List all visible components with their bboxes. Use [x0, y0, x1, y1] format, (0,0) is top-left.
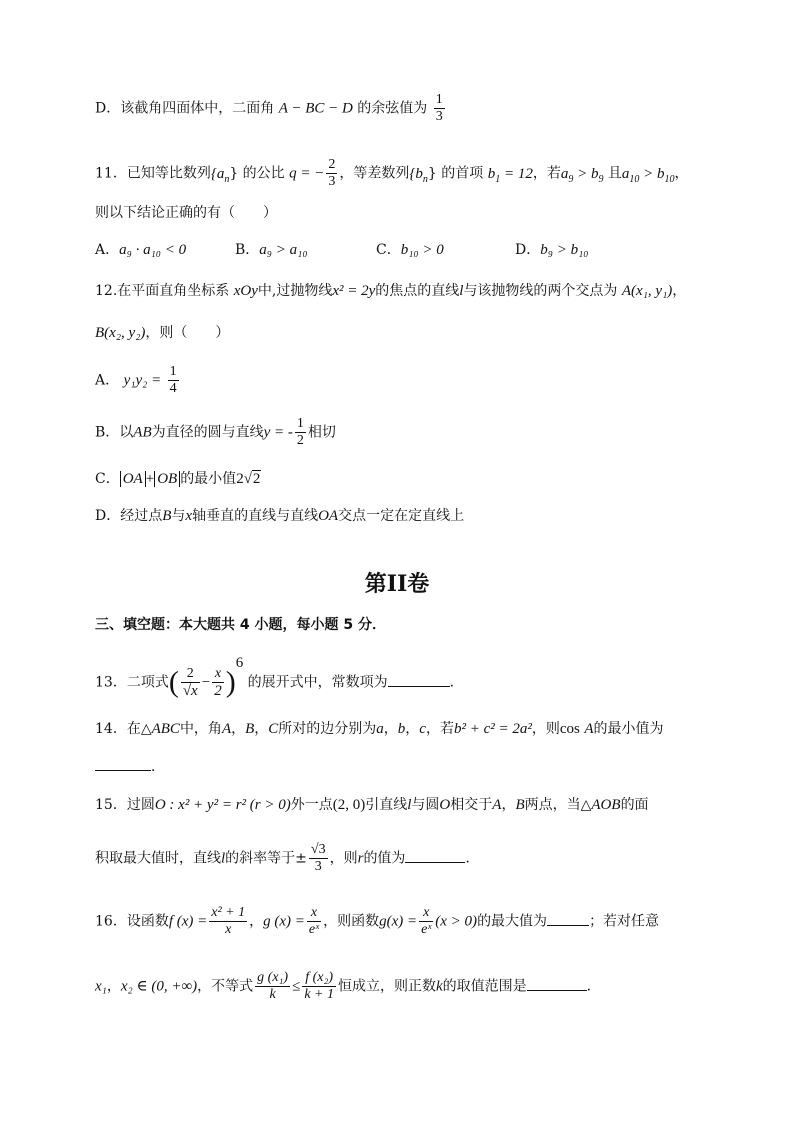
q16-ineq-frac1	[255, 970, 290, 1003]
q15-aob: AOB	[591, 797, 621, 813]
q16-ineq-num1: g (x₁)	[257, 970, 289, 985]
q11-cond2-sub2: 10	[664, 173, 675, 185]
q11-seq-a-main: {a	[210, 165, 225, 182]
q12-opt-a-expr: y₁y₂ =	[123, 372, 162, 389]
q14-sep3: ，	[383, 721, 398, 737]
q13-frac2	[212, 666, 224, 699]
q12-opt-c-ob: OB	[154, 471, 180, 487]
q15-line-l: l	[407, 797, 412, 813]
q16-k: k	[435, 978, 443, 995]
q14-side-c: c	[419, 721, 426, 737]
q13-num2: x	[212, 666, 224, 683]
q13-paren-open: (	[168, 665, 179, 699]
q11-text-g: ，	[674, 165, 689, 182]
q15-point: (2, 0)	[332, 797, 366, 813]
q15-line1	[95, 795, 649, 815]
q11-q-frac	[326, 157, 337, 190]
q12-opt-d-b-pt: B	[162, 508, 172, 524]
q12-opt-d-a: D．经过点	[95, 508, 163, 524]
q11-opt-c-value: b₁₀ > 0	[400, 242, 444, 258]
q16-answer-blank-1[interactable]	[547, 911, 589, 926]
q13-num1: 2	[181, 666, 200, 683]
q10-option-d	[95, 92, 447, 125]
q16-x1: x₁	[95, 978, 107, 995]
q14-sep2: ，	[254, 721, 269, 737]
q16-end: ．	[586, 978, 601, 995]
q14-angle-c: C	[268, 721, 279, 737]
q11-opt-a-value: a₉ · a₁₀ < 0	[119, 242, 187, 258]
q12-opt-d-b: 与	[171, 508, 186, 524]
q12-text-e: ，	[672, 283, 687, 299]
q16-line2	[95, 970, 601, 1003]
q12-line1	[95, 281, 686, 301]
q14-sep4: ，	[405, 721, 420, 737]
q12-opt-b-c: 相切	[307, 424, 336, 441]
q12-text-c: 的焦点的直线	[375, 283, 460, 299]
q15-text-g: 的面	[620, 797, 649, 813]
q16-f-frac	[209, 905, 247, 938]
q16-text-d: ；若对任意	[589, 913, 660, 930]
q15-text-b: 外一点	[290, 797, 333, 813]
q15-text-a: 15．过圆	[95, 797, 155, 813]
q15-text-k: 的值为	[363, 850, 406, 867]
q14-cos: cos	[559, 721, 580, 737]
q10d-mid: 的余弦值为	[357, 100, 428, 117]
q14-sep1: ，	[231, 721, 246, 737]
q11-opt-b-value: a₉ > a₁₀	[259, 242, 308, 258]
q11-q-num: 2	[328, 157, 336, 172]
q15-text-i: 的斜率等于±	[225, 850, 307, 867]
q11-b1-main: b	[487, 165, 496, 182]
q13-minus: −	[201, 674, 211, 691]
q16-text-b: ，则函数	[323, 913, 380, 930]
q15-end: ．	[465, 850, 480, 867]
q14-answer-blank[interactable]	[95, 756, 151, 771]
q12-opt-b-frac	[295, 416, 306, 449]
q16-leq: ≤	[292, 978, 301, 995]
q12-text-f: ，则（ ）	[145, 325, 230, 341]
q12-opt-b-den: 2	[296, 433, 304, 448]
q15-line-l2: l	[221, 850, 226, 867]
q11-cond1-sub: 9	[568, 173, 574, 185]
q13-line	[95, 654, 464, 699]
q10d-angle: A − BC − D	[278, 100, 353, 117]
q15-num: √3	[310, 842, 326, 857]
q14-text-f: 的最小值为	[593, 721, 664, 737]
q11-b1-val: = 12	[500, 165, 533, 182]
q12-opt-c-plus: +	[145, 471, 155, 487]
q16-ineq-den2: k + 1	[304, 987, 334, 1002]
q11-text-b: } 的公比	[229, 165, 285, 182]
q11-b1	[487, 165, 533, 185]
q16-sep2: ，	[106, 978, 121, 995]
q11-option-c	[376, 240, 444, 260]
q12-opt-a-den: 4	[169, 381, 177, 396]
q12-opt-d-d: 交点一定在定直线上	[338, 508, 465, 524]
q11-cond2-mid: > b	[639, 165, 665, 182]
q11-b1-sub: 1	[495, 173, 501, 185]
q10d-prefix: D．该截角四面体中，二面角	[95, 100, 275, 117]
q16-gx: g (x) =	[263, 913, 305, 930]
q12-xoy: xOy	[233, 283, 258, 299]
q11-line1	[95, 157, 689, 190]
q13-den2: 2	[214, 683, 222, 699]
q14-text-c: 所对的边分别为	[278, 721, 377, 737]
q11-cond2	[621, 165, 675, 185]
q12-opt-a-label: A．	[95, 372, 120, 389]
q15-text-e: 相交于	[450, 797, 493, 813]
q11-opt-b-label: B．	[235, 242, 260, 258]
q14-text-a: 14．在△	[95, 721, 152, 737]
q11-seq-b	[409, 165, 428, 185]
q10d-num: 1	[435, 92, 443, 107]
q12-line2	[95, 323, 229, 343]
q10d-fraction	[434, 92, 445, 125]
q12-opt-d-c: 轴垂直的直线与直线	[192, 508, 319, 524]
q12-opt-c-b: 的最小值	[180, 471, 237, 487]
q11-opt-c-label: C．	[376, 242, 401, 258]
q11-cond2-a: a	[621, 165, 630, 182]
q16-text-f: 恒成立，则正数	[337, 978, 436, 995]
q11-seq-a-sub: n	[224, 173, 230, 185]
q15-den: 3	[314, 859, 322, 874]
q12-opt-c-val: 2	[236, 471, 244, 487]
q12-point-a: A(x₁, y₁)	[621, 283, 673, 299]
q15-text-f: 两点，当△	[524, 797, 592, 813]
q12-option-a	[95, 364, 181, 397]
q16-f-den: x	[225, 922, 232, 937]
q11-option-a	[95, 240, 186, 260]
q16-sep1: ，	[249, 913, 264, 930]
q14-equation: b² + c² = 2a²	[453, 721, 532, 737]
q15-line2	[95, 842, 479, 875]
q13-den1: √x	[182, 683, 198, 699]
q11-opt-d-value: b₉ > b₁₀	[540, 242, 589, 258]
q15-sep: ，	[501, 797, 516, 813]
q11-seq-a	[210, 165, 230, 185]
q14-line1	[95, 719, 664, 739]
q16-g2-num: x	[419, 905, 433, 922]
q13-answer-blank[interactable]	[388, 672, 450, 687]
q12-line-l: l	[459, 283, 464, 299]
q11-option-d	[515, 240, 589, 260]
q11-cond1-a: a	[560, 165, 569, 182]
q16-g2-frac	[419, 905, 433, 938]
section-heading: 三、填空题：本大题共 4 小题，每小题 5 分．	[95, 617, 386, 633]
q13-exp: 6	[235, 654, 244, 671]
q12-opt-b-num: 1	[296, 416, 304, 431]
q12-point-b: B(x₂, y₂)	[95, 325, 146, 341]
q11-option-b	[235, 240, 308, 260]
q15-point-a: A	[492, 797, 502, 813]
q12-opt-c-rad: 2	[252, 471, 261, 487]
q11-cond2-sub: 10	[629, 173, 640, 185]
q14-line2	[95, 756, 165, 777]
q15-circle-o: O	[439, 797, 451, 813]
q11-opt-d-label: D．	[515, 242, 541, 258]
q13-paren-close: )	[225, 665, 236, 699]
q14-text-e: ，则	[531, 721, 560, 737]
q16-domain: x₂ ∈ (0, +∞)	[120, 978, 198, 995]
q11-q-den: 3	[328, 174, 336, 189]
q16-text-e: ，不等式	[197, 978, 254, 995]
q12-text-b: 中,过抛物线	[257, 283, 333, 299]
q11-text-d: } 的首项	[427, 165, 484, 182]
q16-ineq-den1: k	[269, 987, 276, 1002]
q12-opt-b-b: 为直径的圆与直线	[151, 424, 264, 441]
q14-abc: ABC	[151, 721, 180, 737]
q11-seq-b-main: {b	[409, 165, 423, 182]
q12-opt-c-sqrt: √2	[243, 471, 261, 487]
section-title: 第II卷	[364, 571, 430, 597]
q15-text-j: ，则	[329, 850, 358, 867]
q16-ineq-num2: f (x₂)	[302, 970, 336, 987]
q16-g-frac	[307, 905, 321, 938]
q13-text-b: 的展开式中，常数项为	[247, 674, 388, 691]
q16-g-num: x	[307, 905, 321, 922]
q12-opt-c-oa: OA	[120, 471, 146, 487]
q12-option-d	[95, 506, 464, 526]
q14-text-d: ，若	[425, 721, 454, 737]
q16-g2-den: eˣ	[421, 922, 432, 937]
q16-ineq-frac2	[302, 970, 336, 1003]
q12-parabola: x² = 2y	[332, 283, 376, 299]
q16-g-den: eˣ	[308, 922, 320, 937]
q14-cos-a: A	[584, 721, 594, 737]
q11-line2: 则以下结论正确的有（ ）	[95, 205, 277, 221]
q15-answer-blank[interactable]	[405, 848, 465, 863]
q11-cond1-sub2: 9	[598, 173, 604, 185]
q14-angle-a: A	[221, 721, 232, 737]
q11-text-c: ，等差数列	[339, 165, 410, 182]
q13-frac1	[181, 666, 200, 699]
q12-text-a: 12.在平面直角坐标系	[95, 283, 230, 299]
q16-fx: f (x) =	[168, 913, 208, 930]
q12-opt-c-a: C．	[95, 471, 120, 487]
q11-text-a: 11．已知等比数列	[95, 165, 211, 182]
q16-text-a: 16．设函数	[95, 913, 169, 930]
q11-cond1	[560, 165, 604, 185]
q16-gx2: g(x) =	[379, 913, 418, 930]
q15-text-h: 积取最大值时，直线	[95, 850, 221, 867]
q13-text-a: 13．二项式	[95, 674, 169, 691]
q12-opt-b-a: B．以	[95, 424, 134, 441]
q16-text-c: 的最大值为	[477, 913, 548, 930]
q15-frac	[309, 842, 328, 875]
q15-text-c: 引直线	[365, 797, 408, 813]
q11-text-f: 且	[603, 165, 622, 182]
q10d-den: 3	[435, 109, 443, 124]
q12-opt-b-ab: AB	[133, 424, 152, 441]
q15-circle: O : x² + y² = r² (r > 0)	[154, 797, 291, 813]
q11-cond1-mid: > b	[573, 165, 599, 182]
q16-cond: (x > 0)	[435, 913, 478, 930]
q16-text-g: 的取值范围是	[442, 978, 527, 995]
q11-q-eq: q = −	[289, 165, 325, 182]
q12-opt-a-num: 1	[169, 364, 177, 379]
q15-point-b: B	[515, 797, 525, 813]
q14-angle-b: B	[245, 721, 255, 737]
q13-end: ．	[449, 674, 464, 691]
q12-option-c	[95, 469, 261, 489]
q16-line1	[95, 905, 659, 938]
q12-opt-d-x: x	[185, 508, 193, 524]
q15-r: r	[357, 850, 364, 867]
q12-option-b	[95, 416, 336, 449]
q16-answer-blank-2[interactable]	[527, 976, 587, 991]
q14-side-a: a	[376, 721, 384, 737]
q14-text-b: 中，角	[179, 721, 222, 737]
q12-opt-d-oa: OA	[318, 508, 339, 524]
q12-text-d: 与该抛物线的两个交点为	[463, 283, 618, 299]
q11-text-e: ，若	[532, 165, 561, 182]
q11-opt-a-label: A．	[95, 242, 120, 258]
q14-end: ．	[151, 759, 165, 775]
q14-side-b: b	[397, 721, 406, 737]
q11-seq-b-sub: n	[422, 173, 428, 185]
q12-opt-b-eq: y = -	[263, 424, 293, 441]
q16-f-num: x² + 1	[211, 905, 246, 920]
q15-text-d: 与圆	[411, 797, 440, 813]
q12-opt-a-frac	[168, 364, 179, 397]
